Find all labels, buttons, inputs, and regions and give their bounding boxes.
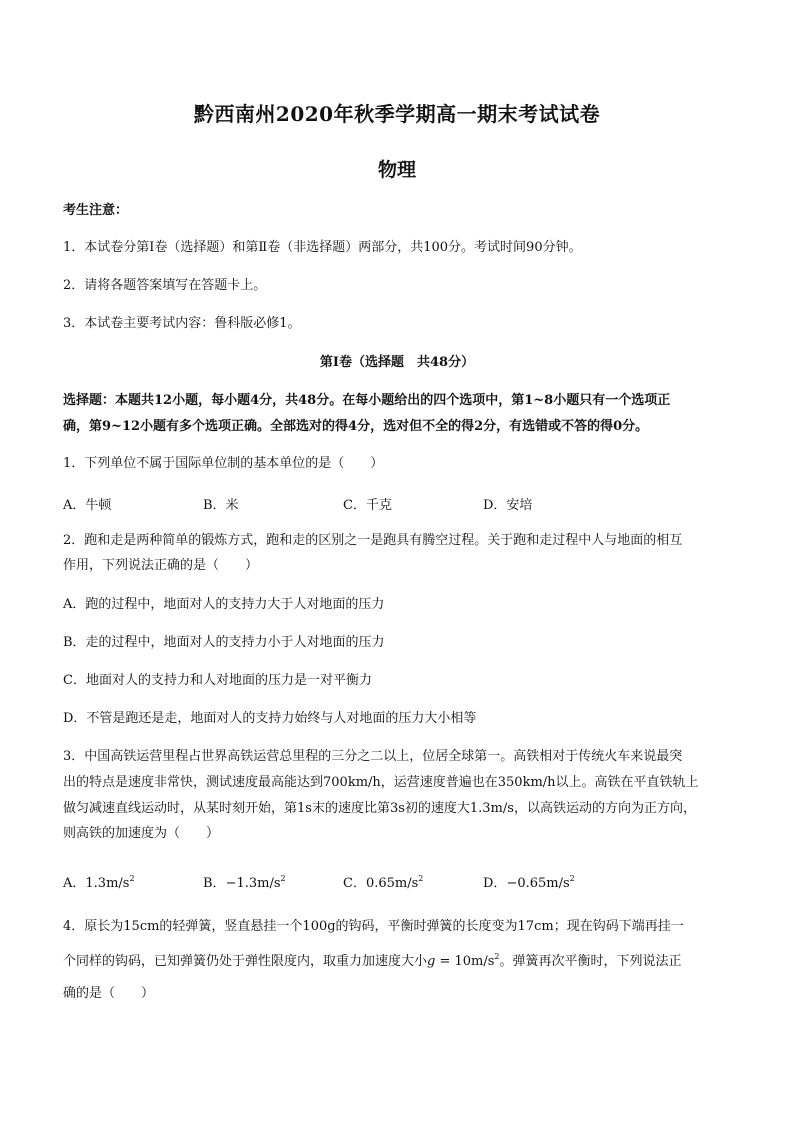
subject-title: 物理: [377, 159, 416, 181]
question-1-option-c: C．千克: [343, 498, 392, 513]
notice-item: 1．本试卷分第Ⅰ卷（选择题）和第Ⅱ卷（非选择题）两部分，共100分。考试时间90分钟。: [63, 240, 582, 255]
question-4-stem: 确的是（ ）: [63, 986, 155, 1001]
question-3-stem: 3．中国高铁运营里程占世界高铁运营总里程的三分之二以上，位居全球第一。高铁相对于传统火车来说最突: [63, 749, 683, 764]
section-heading: 第Ⅰ卷（选择题 共48分）: [319, 355, 475, 370]
question-2-stem: 2．跑和走是两种简单的锻炼方式，跑和走的区别之一是跑具有腾空过程。关于跑和走过程中人与地面的相互: [63, 533, 683, 548]
question-2-option-b: B．走的过程中，地面对人的支持力小于人对地面的压力: [63, 635, 385, 650]
question-2-option-d: D．不管是跑还是走，地面对人的支持力始终与人对地面的压力大小相等: [63, 711, 477, 726]
question-4-stem: 4．原长为15cm的轻弹簧，竖直悬挂一个100g的钩码，平衡时弹簧的长度变为17cm；现在钩码下端再挂一: [63, 919, 684, 934]
question-1-option-d: D．安培: [483, 498, 533, 513]
question-3-option-b: B．$-1.3m/s^2$: [203, 874, 286, 891]
question-1-stem: 1．下列单位不属于国际单位制的基本单位的是（ ）: [63, 456, 384, 471]
question-3-stem: 则高铁的加速度为（ ）: [63, 826, 220, 841]
question-2-option-a: A．跑的过程中，地面对人的支持力大于人对地面的压力: [63, 597, 385, 612]
question-1-option-b: B．米: [203, 498, 239, 513]
question-2-option-c: C．地面对人的支持力和人对地面的压力是一对平衡力: [63, 673, 372, 688]
notice-item: 2．请将各题答案填写在答题卡上。: [63, 278, 267, 293]
question-3-option-a: A．$1.3m/s^2$: [63, 874, 135, 891]
question-3-option-d: D．$-0.65m/s^2$: [483, 874, 575, 891]
section-instructions: 确，第9~12小题有多个选项正确。全部选对的得4分，选对但不全的得2分，有选错或不答的得0分。: [63, 419, 649, 434]
section-instructions: 选择题：本题共12小题，每小题4分，共48分。在每小题给出的四个选项中，第1~8小题只有一个选项正: [63, 393, 671, 408]
question-3-option-c: C．$0.65m/s^2$: [343, 874, 424, 891]
question-2-stem: 作用，下列说法正确的是（ ）: [63, 558, 259, 573]
question-3-stem: 出的特点是速度非常快，测试速度最高能达到700km/h，运营速度普遍也在350km/h以上。高铁在平直铁轨上: [63, 775, 699, 790]
exam-title: 黔西南州2020年秋季学期高一期末考试试卷: [193, 102, 601, 126]
question-1-option-a: A．牛顿: [63, 498, 112, 513]
notice-item: 3．本试卷主要考试内容：鲁科版必修1。: [63, 316, 301, 331]
question-3-stem: 做匀减速直线运动时，从某时刻开始，第1s末的速度比第3s初的速度大1.3m/s，以高铁运动的方向为正方向，: [63, 801, 696, 816]
question-4-stem: 个同样的钩码，已知弹簧仍处于弹性限度内，取重力加速度大小$g = 10m/s^2$。弹簧再次平衡时，下列说法正: [63, 952, 682, 969]
notice-heading: 考生注意：: [63, 203, 129, 218]
